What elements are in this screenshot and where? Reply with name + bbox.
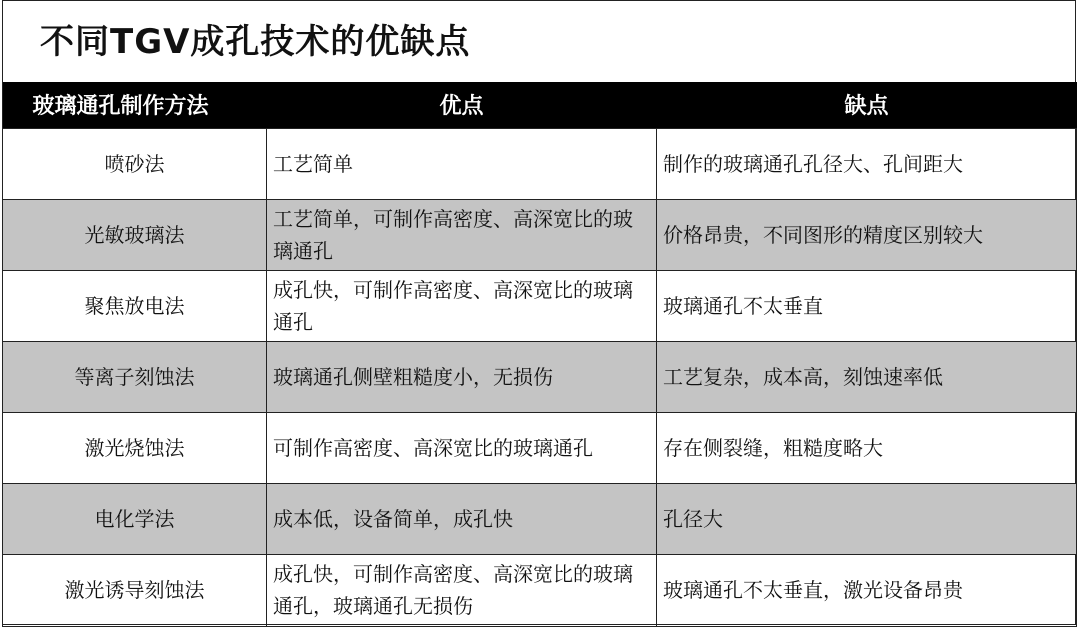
disadvantages-cell: 工艺复杂，成本高，刻蚀速率低 [657, 341, 1077, 412]
advantages-cell: 工艺简单，可制作高密度、高深宽比的玻璃通孔 [267, 199, 657, 270]
disadvantages-cell: 玻璃通孔不太垂直 [657, 270, 1077, 341]
method-cell: 等离子刻蚀法 [3, 341, 267, 412]
table-row [3, 270, 1077, 341]
method-cell: 激光烧蚀法 [3, 412, 267, 483]
method-cell: 电化学法 [3, 483, 267, 554]
disadvantages-cell: 制作的玻璃通孔孔径大、孔间距大 [657, 128, 1077, 199]
header-disadvantages: 缺点 [844, 94, 889, 120]
comparison-table [2, 82, 1077, 627]
header-method: 玻璃通孔制作方法 [32, 94, 209, 120]
table-row [3, 341, 1077, 412]
table-header-row [3, 82, 1077, 128]
advantages-cell: 成孔快，可制作高密度、高深宽比的玻璃通孔 [267, 270, 657, 341]
table-row [3, 483, 1077, 554]
table-row [3, 554, 1077, 626]
advantages-cell: 玻璃通孔侧壁粗糙度小，无损伤 [267, 341, 657, 412]
disadvantages-cell: 价格昂贵，不同图形的精度区别较大 [657, 199, 1077, 270]
method-cell: 激光诱导刻蚀法 [3, 554, 267, 626]
disadvantages-cell: 存在侧裂缝，粗糙度略大 [657, 412, 1077, 483]
advantages-cell: 可制作高密度、高深宽比的玻璃通孔 [267, 412, 657, 483]
table-row [3, 128, 1077, 199]
method-cell: 喷砂法 [3, 128, 267, 199]
table-row [3, 199, 1077, 270]
disadvantages-cell: 孔径大 [657, 483, 1077, 554]
advantages-cell: 工艺简单 [267, 128, 657, 199]
advantages-cell: 成孔快，可制作高密度、高深宽比的玻璃通孔，玻璃通孔无损伤 [267, 554, 657, 626]
method-cell: 光敏玻璃法 [3, 199, 267, 270]
disadvantages-cell: 玻璃通孔不太垂直，激光设备昂贵 [657, 554, 1077, 626]
table-row [3, 412, 1077, 483]
header-advantages: 优点 [439, 94, 484, 120]
advantages-cell: 成本低，设备简单，成孔快 [267, 483, 657, 554]
page-title: 不同TGV成孔技术的优缺点 [40, 22, 471, 62]
method-cell: 聚焦放电法 [3, 270, 267, 341]
